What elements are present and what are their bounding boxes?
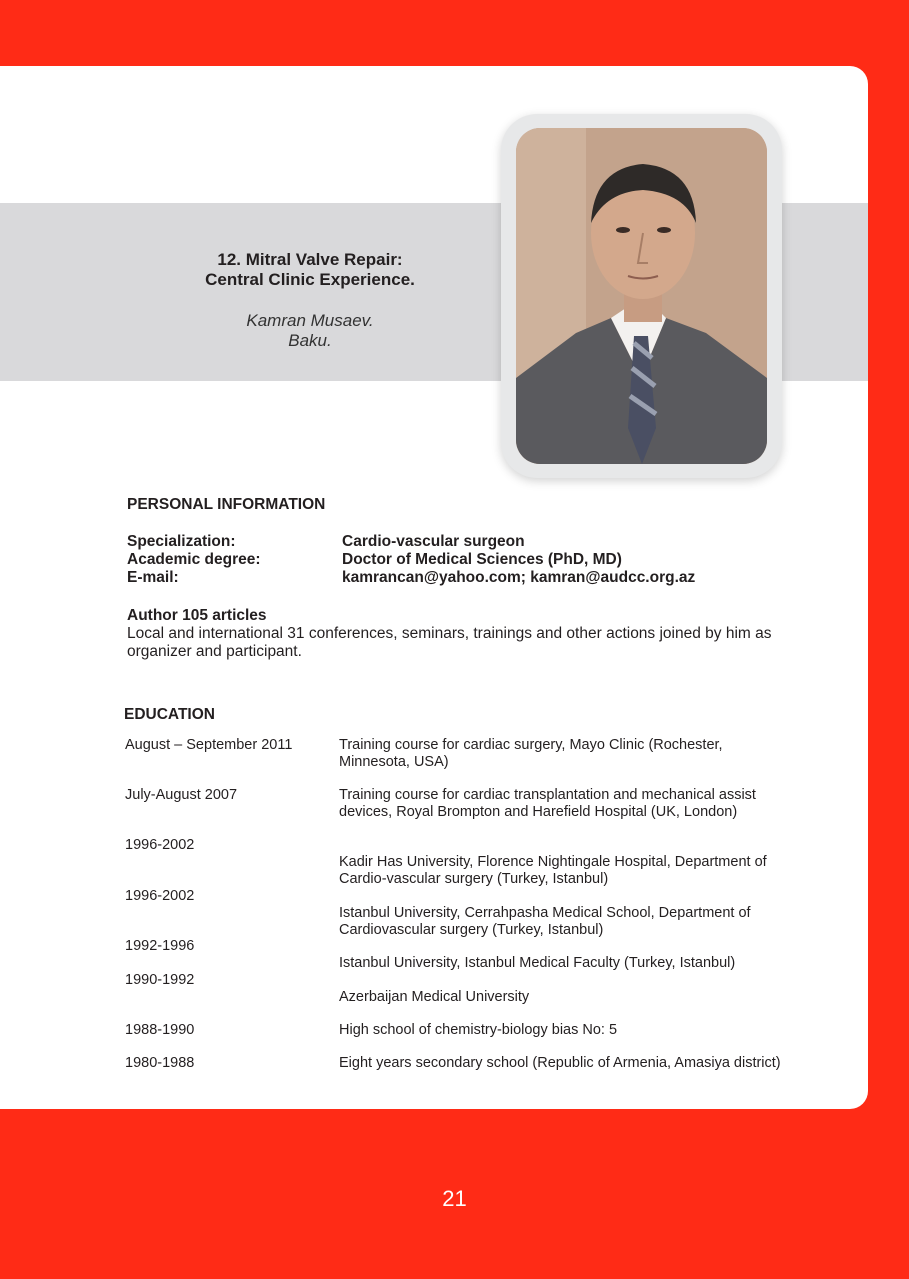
page-number: 21 <box>442 1186 467 1211</box>
education-description: Azerbaijan Medical University <box>339 989 530 1005</box>
education-description: Kadir Has University, Florence Nightingale Hospital, Department of Cardio-vascular surgery (Turkey, Istanbul) <box>339 854 767 887</box>
author-name: Kamran Musaev. <box>246 311 374 330</box>
education-date: July-August 2007 <box>125 787 238 803</box>
education-date: August – September 2011 <box>125 737 293 753</box>
education-description: Istanbul University, Cerrahpasha Medical School, Department of Cardiovascular surgery (Turkey, Istanbul) <box>339 905 751 938</box>
specialization-value: Cardio-vascular surgeon <box>342 533 525 550</box>
education-description: Istanbul University, Istanbul Medical Faculty (Turkey, Istanbul) <box>339 955 736 971</box>
education-date: 1996-2002 <box>125 888 195 904</box>
email-value: kamrancan@yahoo.com; kamran@audcc.org.az <box>342 569 696 586</box>
portrait-illustration <box>516 128 767 464</box>
article-title-block <box>150 250 470 351</box>
article-title-line-2: Central Clinic Experience. <box>205 270 415 289</box>
author-summary <box>127 607 797 661</box>
education-date: 1988-1990 <box>125 1022 195 1038</box>
article-title-line-1: 12. Mitral Valve Repair: <box>217 250 403 269</box>
info-row-email <box>127 569 695 587</box>
education-description: High school of chemistry-biology bias No: 5 <box>339 1022 618 1038</box>
education-date: 1980-1988 <box>125 1055 195 1071</box>
education-description: Training course for cardiac surgery, Mayo Clinic (Rochester, Minnesota, USA) <box>339 737 723 770</box>
author-city: Baku. <box>288 331 332 350</box>
portrait-frame <box>501 114 782 478</box>
education-date: 1990-1992 <box>125 972 195 988</box>
personal-info-heading: PERSONAL INFORMATION <box>127 496 326 513</box>
personal-info-table <box>127 533 695 587</box>
info-row-specialization <box>127 533 695 551</box>
education-heading: EDUCATION <box>124 706 215 723</box>
email-label: E-mail: <box>127 569 179 586</box>
author-articles: Author 105 articles <box>127 607 267 624</box>
portrait-photo <box>516 128 767 464</box>
author-conferences: Local and international 31 conferences, seminars, trainings and other actions joined by him as organizer and participant. <box>127 625 772 660</box>
academic-degree-value: Doctor of Medical Sciences (PhD, MD) <box>342 551 622 568</box>
education-description: Training course for cardiac transplantation and mechanical assist devices, Royal Brompton and Harefield Hospital (UK, London) <box>339 787 756 820</box>
specialization-label: Specialization: <box>127 533 236 550</box>
info-row-academic-degree <box>127 551 695 569</box>
education-date: 1992-1996 <box>125 938 195 954</box>
academic-degree-label: Academic degree: <box>127 551 261 568</box>
education-date: 1996-2002 <box>125 837 195 853</box>
education-description: Eight years secondary school (Republic of Armenia, Amasiya district) <box>339 1055 781 1071</box>
